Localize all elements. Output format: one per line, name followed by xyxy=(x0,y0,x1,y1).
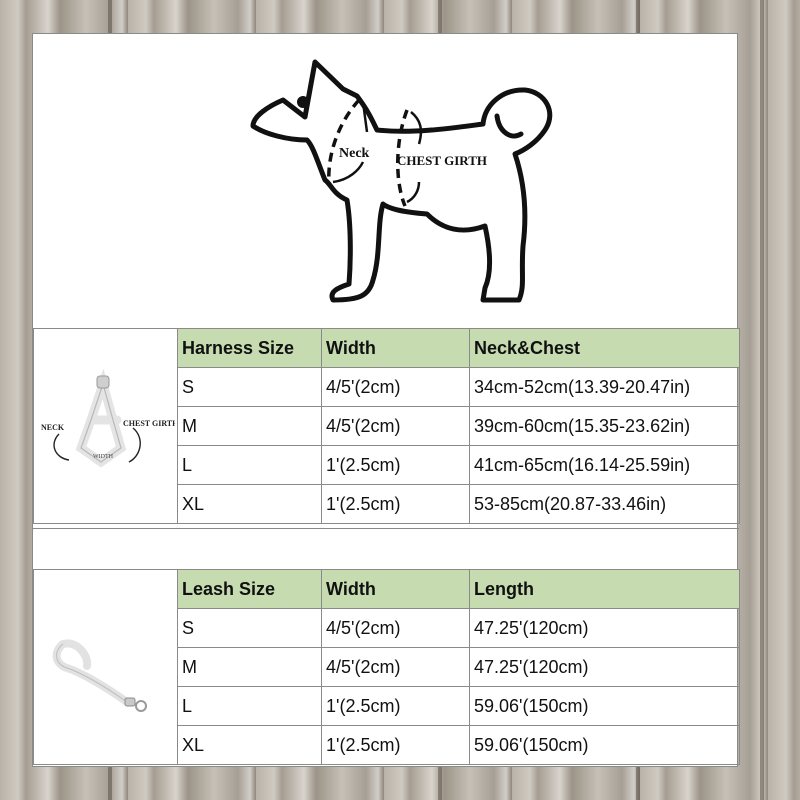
harness-size-table xyxy=(33,328,740,524)
leash-length-cell: 47.25'(120cm) xyxy=(470,648,740,687)
harness-size-cell: XL xyxy=(178,485,322,524)
harness-header-neck-chest: Neck&Chest xyxy=(470,329,740,368)
harness-width-cell: 1'(2.5cm) xyxy=(322,446,470,485)
chest-girth-label: CHEST GIRTH xyxy=(397,153,487,168)
harness-neck-chest-cell: 41cm-65cm(16.14-25.59in) xyxy=(470,446,740,485)
leash-header-length: Length xyxy=(470,570,740,609)
harness-size-cell: M xyxy=(178,407,322,446)
harness-chest-label: CHEST GIRTH xyxy=(122,418,175,428)
neck-label: Neck xyxy=(339,146,370,161)
leash-header-size: Leash Size xyxy=(178,570,322,609)
harness-header-size: Harness Size xyxy=(178,329,322,368)
dog-tail-curl xyxy=(497,116,521,136)
leash-header-width: Width xyxy=(322,570,470,609)
harness-header-row xyxy=(34,329,740,368)
harness-neck-chest-cell: 39cm-60cm(15.35-23.62in) xyxy=(470,407,740,446)
harness-neck-chest-cell: 34cm-52cm(13.39-20.47in) xyxy=(470,368,740,407)
harness-product-image xyxy=(37,364,175,484)
leash-image-cell xyxy=(34,570,178,765)
leash-width-cell: 1'(2.5cm) xyxy=(322,726,470,765)
dog-eye xyxy=(297,96,309,108)
dog-measurement-diagram xyxy=(33,34,739,328)
table-spacer xyxy=(33,528,739,569)
leash-width-cell: 1'(2.5cm) xyxy=(322,687,470,726)
leash-width-cell: 4/5'(2cm) xyxy=(322,648,470,687)
leash-length-cell: 59.06'(150cm) xyxy=(470,687,740,726)
dog-outline xyxy=(253,62,550,300)
leash-header-row xyxy=(34,570,740,609)
wood-plank-gap xyxy=(760,0,764,800)
size-chart-sheet xyxy=(32,33,738,767)
harness-width-cell: 4/5'(2cm) xyxy=(322,368,470,407)
harness-size-cell: L xyxy=(178,446,322,485)
leash-size-cell: S xyxy=(178,609,322,648)
leash-size-cell: L xyxy=(178,687,322,726)
leash-size-cell: M xyxy=(178,648,322,687)
harness-size-cell: S xyxy=(178,368,322,407)
harness-image-cell xyxy=(34,329,178,524)
leash-length-cell: 47.25'(120cm) xyxy=(470,609,740,648)
harness-neck-label: NECK xyxy=(40,422,64,432)
chest-arrow-bottom xyxy=(407,182,419,202)
harness-width-cell: 4/5'(2cm) xyxy=(322,407,470,446)
leash-width-cell: 4/5'(2cm) xyxy=(322,609,470,648)
harness-neck-chest-cell: 53-85cm(20.87-33.46in) xyxy=(470,485,740,524)
leash-product-image xyxy=(37,600,175,730)
chest-arrow-top xyxy=(411,112,421,144)
harness-width-cell: 1'(2.5cm) xyxy=(322,485,470,524)
harness-header-width: Width xyxy=(322,329,470,368)
leash-size-table xyxy=(33,569,740,765)
harness-width-label: WIDTH xyxy=(92,453,113,460)
leash-size-cell: XL xyxy=(178,726,322,765)
neck-arrow-bottom xyxy=(333,162,363,182)
leash-length-cell: 59.06'(150cm) xyxy=(470,726,740,765)
